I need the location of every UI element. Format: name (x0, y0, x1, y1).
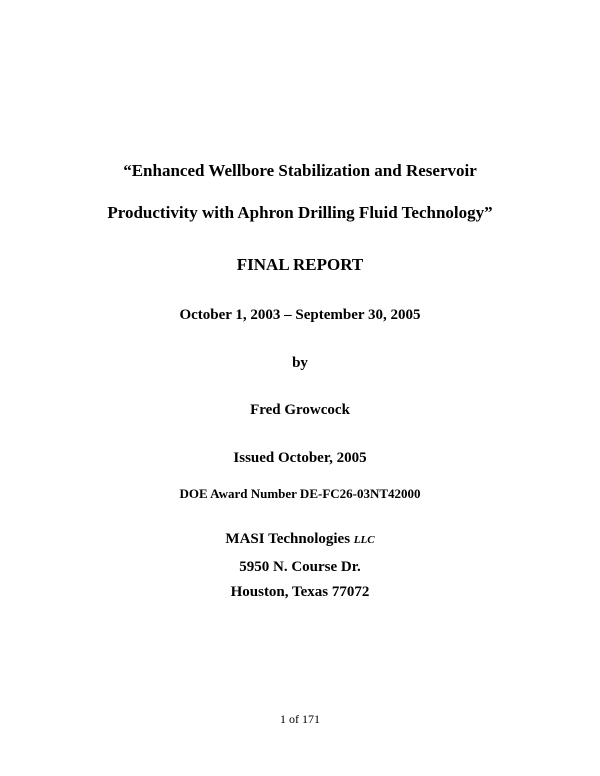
report-type-heading: FINAL REPORT (236, 255, 364, 274)
report-period: October 1, 2003 – September 30, 2005 (179, 307, 421, 323)
issue-date: Issued October, 2005 (233, 450, 367, 466)
award-number: DOE Award Number DE-FC26-03NT42000 (179, 486, 421, 501)
address-line-1: 5950 N. Course Dr. (239, 559, 361, 575)
organization-suffix: LLC (353, 534, 375, 546)
organization-name: MASI Technologies (225, 531, 351, 547)
page-number: 1 of 171 (280, 712, 320, 726)
title-line-1: “Enhanced Wellbore Stabilization and Reservoir (123, 161, 477, 180)
organization (0, 531, 600, 548)
address-line-2: Houston, Texas 77072 (230, 584, 370, 600)
by-label: by (292, 355, 308, 371)
title-line-2: Productivity with Aphron Drilling Fluid Technology” (107, 203, 493, 222)
author-name: Fred Growcock (250, 402, 350, 418)
